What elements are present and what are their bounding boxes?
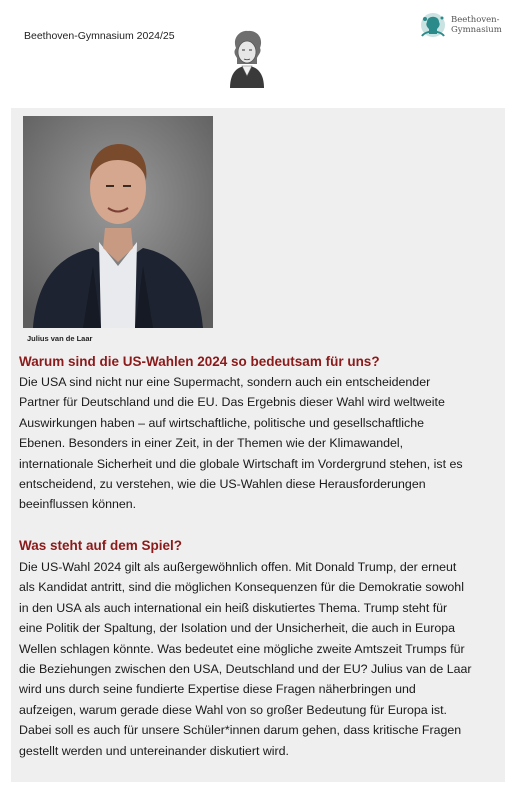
section2-line: eine Politik der Spaltung, der Isolation und der Unsicherheit, die auch in Europa [19,621,456,636]
section1-heading: Warum sind die US-Wahlen 2024 so bedeutsam für uns? [19,354,380,369]
section2-line: wird uns durch seine fundierte Expertise diese Fragen näherbringen und [19,682,416,697]
section2-line: gestellt werden und untereinander diskutiert wird. [19,743,289,758]
section1-line: Ebenen. Besonders in einer Zeit, in der Themen wie der Klimawandel, [19,436,404,451]
section1-line: beeinflussen können. [19,497,137,512]
section2-line: in den USA als auch international ein heiß diskutiertes Thema. Trump steht für [19,600,448,615]
section1-line: internationale Sicherheit und die globale Wirtschaft im Vordergrund stehen, ist es [19,456,463,471]
brand-line-1: Beethoven- [451,15,500,25]
photo-caption: Julius van de Laar [27,334,93,343]
section2-paragraph [19,557,503,761]
section1-line: Partner für Deutschland und die EU. Das Ergebnis dieser Wahl wird weltweite [19,395,445,410]
section2-line: Die US-Wahl 2024 gilt als außergewöhnlich offen. Mit Donald Trump, der erneut [19,560,457,574]
brand-line-2: Gymnasium [451,25,502,35]
school-logo-icon [418,10,448,40]
section2-line: aufzeigen, warum gerade diese Wahl von so großer Bedeutung für Europa ist. [19,702,447,717]
section1-line: Die USA sind nicht nur eine Supermacht, sondern auch ein entscheidender [19,375,431,389]
content-panel [11,108,505,782]
section1-line: Auswirkungen haben – auf wirtschaftliche, politische und gesellschaftliche [19,415,424,430]
document-header-title: Beethoven-Gymnasium 2024/25 [24,30,175,42]
section2-heading: Was steht auf dem Spiel? [19,538,183,553]
speaker-photo [23,116,213,328]
beethoven-portrait-icon [222,28,272,88]
section2-line: die Beziehungen zwischen den USA, Deutschland und der EU? Julius van de Laar [19,662,472,677]
section2-line: Wellen schlagen könnte. Was bedeutet eine mögliche zweite Amtszeit Trumps für [19,641,465,656]
speaker-photo-image [23,116,213,328]
school-logo [418,10,502,40]
section1-paragraph [19,372,503,515]
school-logo-text [451,15,502,35]
section1-line: entscheidend, zu verstehen, wie die US-Wahlen diese Herausforderungen [19,477,426,492]
section2-line: als Kandidat antritt, sind die möglichen Konsequenzen für die Demokratie sowohl [19,580,464,595]
section2-line: Dabei soll es auch für unsere Schüler*innen darum gehen, dass kritische Fragen [19,723,462,738]
